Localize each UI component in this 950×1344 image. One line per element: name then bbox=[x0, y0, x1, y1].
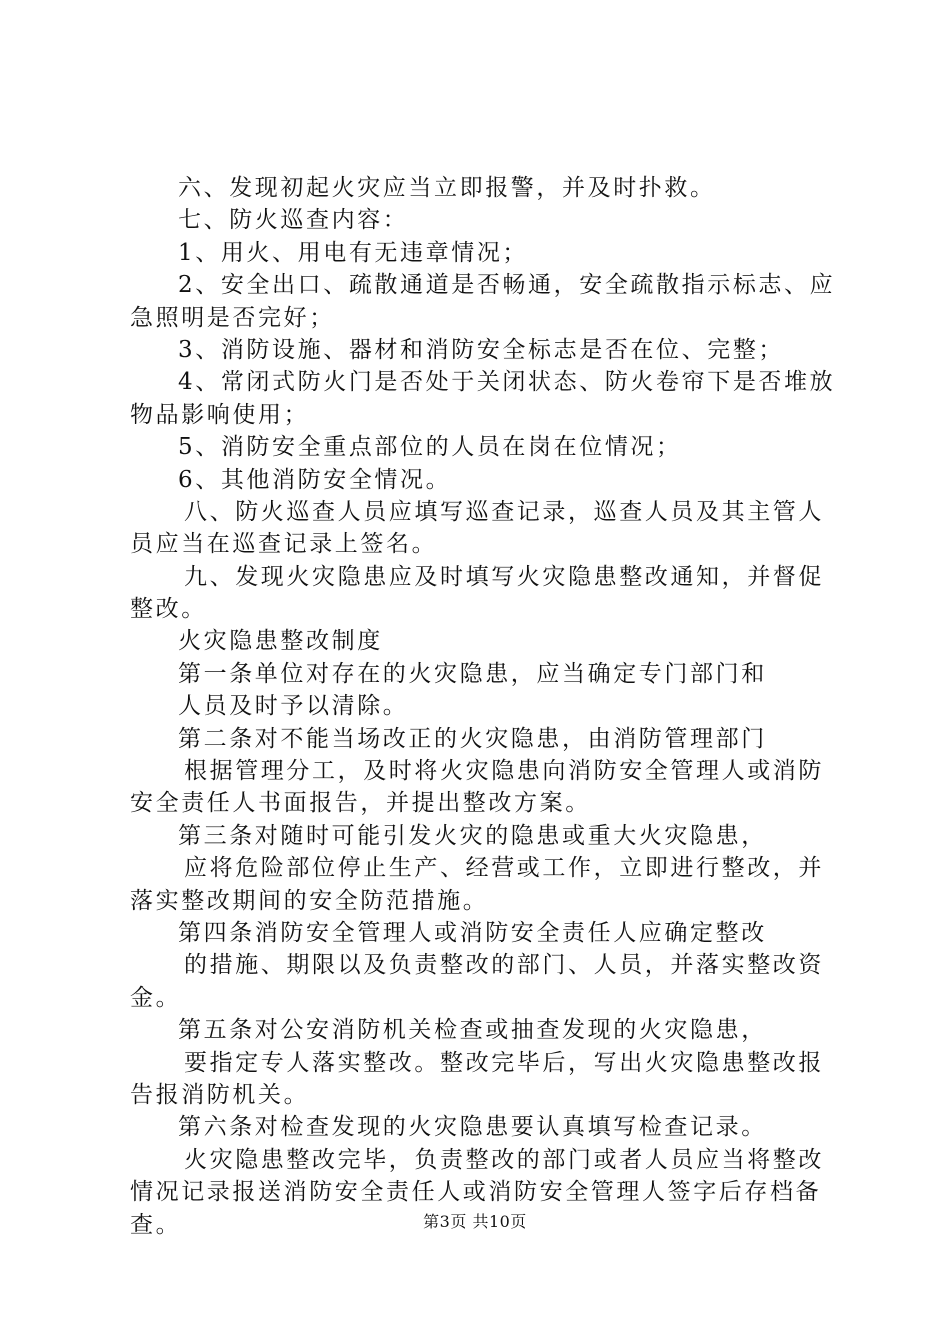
paragraph-line: 第六条对检查发现的火灾隐患要认真填写检查记录。 bbox=[178, 1114, 767, 1141]
paragraph-line: 落实整改期间的安全防范措施。 bbox=[130, 887, 489, 914]
paragraph-line: 第五条对公安消防机关检查或抽查发现的火灾隐患， bbox=[178, 1017, 767, 1044]
paragraph-line: 根据管理分工，及时将火灾隐患向消防安全管理人或消防 bbox=[184, 758, 824, 785]
paragraph-line: 的措施、期限以及负责整改的部门、人员，并落实整改资 bbox=[184, 952, 824, 979]
paragraph-line: 告报消防机关。 bbox=[130, 1081, 310, 1108]
paragraph-line: 七、防火巡查内容： bbox=[178, 207, 409, 234]
paragraph-line: 第二条对不能当场改正的火灾隐患，由消防管理部门 bbox=[178, 725, 767, 752]
paragraph-line: 员应当在巡查记录上签名。 bbox=[130, 531, 438, 558]
paragraph-line: 火灾隐患整改完毕，负责整改的部门或者人员应当将整改 bbox=[184, 1146, 824, 1173]
paragraph-line: 3、消防设施、器材和消防安全标志是否在位、完整； bbox=[178, 336, 785, 363]
paragraph-line: 金。 bbox=[130, 984, 182, 1011]
paragraph-line: 2、安全出口、疏散通道是否畅通，安全疏散指示标志、应 bbox=[178, 272, 836, 299]
paragraph-line: 整改。 bbox=[130, 596, 207, 623]
page-number: 第3页 共10页 bbox=[423, 1212, 527, 1231]
paragraph-line: 九、发现火灾隐患应及时填写火灾隐患整改通知，并督促 bbox=[184, 563, 824, 590]
paragraph-line: 查。 bbox=[130, 1211, 182, 1238]
paragraph-line: 5、消防安全重点部位的人员在岗在位情况； bbox=[178, 434, 682, 461]
paragraph-line: 人员及时予以清除。 bbox=[178, 693, 409, 720]
paragraph-line: 急照明是否完好； bbox=[130, 304, 335, 331]
paragraph-line: 六、发现初起火灾应当立即报警，并及时扑救。 bbox=[178, 175, 716, 201]
paragraph-line: 第四条消防安全管理人或消防安全责任人应确定整改 bbox=[178, 919, 767, 946]
paragraph-line: 第一条单位对存在的火灾隐患，应当确定专门部门和 bbox=[178, 660, 767, 687]
paragraph-line: 物品影响使用； bbox=[130, 401, 310, 428]
document-body bbox=[130, 172, 836, 1241]
paragraph-line: 安全责任人书面报告，并提出整改方案。 bbox=[130, 790, 591, 817]
paragraph-line: 4、常闭式防火门是否处于关闭状态、防火卷帘下是否堆放 bbox=[178, 369, 836, 396]
paragraph-line: 1、用火、用电有无违章情况； bbox=[178, 239, 529, 266]
section-title: 火灾隐患整改制度 bbox=[178, 628, 383, 655]
paragraph-line: 八、防火巡查人员应填写巡查记录，巡查人员及其主管人 bbox=[184, 498, 824, 525]
paragraph-line: 情况记录报送消防安全责任人或消防安全管理人签字后存档备 bbox=[130, 1179, 822, 1206]
paragraph-line: 第三条对随时可能引发火灾的隐患或重大火灾隐患， bbox=[178, 822, 767, 849]
paragraph-line: 6、其他消防安全情况。 bbox=[178, 466, 452, 493]
paragraph-line: 要指定专人落实整改。整改完毕后，写出火灾隐患整改报 bbox=[184, 1049, 824, 1076]
paragraph-line: 应将危险部位停止生产、经营或工作，立即进行整改，并 bbox=[184, 855, 824, 882]
